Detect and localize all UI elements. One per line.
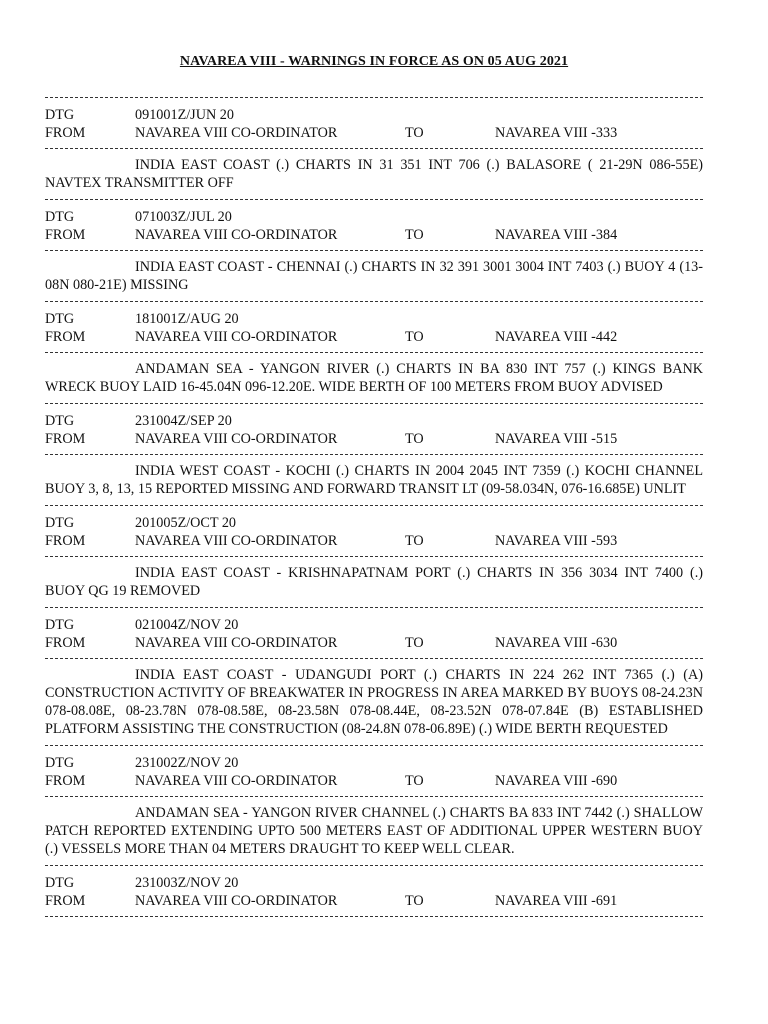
warning-text: INDIA EAST COAST - CHENNAI (.) CHARTS IN 32 391 3001 3004 INT 7403 (.) BUOY 4 (13-08N 080-21E) MISSING: [45, 259, 703, 293]
to-label: TO: [405, 893, 424, 909]
dtg-row: [45, 616, 703, 634]
dtg-value: 231002Z/NOV 20: [135, 755, 239, 771]
from-label: FROM: [45, 893, 86, 909]
warning-text: ANDAMAN SEA - YANGON RIVER (.) CHARTS IN BA 830 INT 757 (.) KINGS BANK WRECK BUOY LAID 16-45.04N 096-12.20E. WIDE BERTH OF 100 METERS FROM BUOY ADVISED: [45, 361, 703, 395]
dtg-row: [45, 874, 703, 892]
to-label: TO: [405, 635, 424, 651]
dtg-value: 021004Z/NOV 20: [135, 617, 239, 633]
dtg-label: DTG: [45, 413, 75, 429]
warning-header: [45, 98, 703, 148]
warning-header: [45, 200, 703, 250]
to-label: TO: [405, 431, 424, 447]
dashed-separator: [45, 916, 703, 917]
from-value: NAVAREA VIII CO-ORDINATOR: [135, 893, 338, 909]
from-value: NAVAREA VIII CO-ORDINATOR: [135, 227, 338, 243]
dtg-label: DTG: [45, 311, 75, 327]
from-label: FROM: [45, 533, 86, 549]
to-value: NAVAREA VIII -691: [495, 893, 618, 909]
from-label: FROM: [45, 431, 86, 447]
from-value: NAVAREA VIII CO-ORDINATOR: [135, 773, 338, 789]
warning-text: INDIA WEST COAST - KOCHI (.) CHARTS IN 2004 2045 INT 7359 (.) KOCHI CHANNEL BUOY 3, 8, 13, 15 REPORTED MISSING AND FORWARD TRANSIT LT (09-58.034N, 076-16.685E) UNLIT: [45, 463, 703, 497]
from-value: NAVAREA VIII CO-ORDINATOR: [135, 125, 338, 141]
dtg-value: 201005Z/OCT 20: [135, 515, 237, 531]
from-value: NAVAREA VIII CO-ORDINATOR: [135, 329, 338, 345]
from-label: FROM: [45, 227, 86, 243]
dtg-row: [45, 514, 703, 532]
to-value: NAVAREA VIII -593: [495, 533, 618, 549]
from-to-row: [45, 634, 703, 652]
warning-header: [45, 608, 703, 658]
to-value: NAVAREA VIII -630: [495, 635, 618, 651]
dtg-label: DTG: [45, 107, 75, 123]
warning-header: [45, 302, 703, 352]
warning-text: INDIA EAST COAST (.) CHARTS IN 31 351 INT 706 (.) BALASORE ( 21-29N 086-55E) NAVTEX TRANSMITTER OFF: [45, 157, 703, 191]
dtg-value: 231004Z/SEP 20: [135, 413, 232, 429]
from-to-row: [45, 532, 703, 550]
from-label: FROM: [45, 635, 86, 651]
to-value: NAVAREA VIII -515: [495, 431, 618, 447]
from-to-row: [45, 124, 703, 142]
from-value: NAVAREA VIII CO-ORDINATOR: [135, 635, 338, 651]
dtg-value: 181001Z/AUG 20: [135, 311, 239, 327]
dtg-value: 091001Z/JUN 20: [135, 107, 234, 123]
document-title: NAVAREA VIII - WARNINGS IN FORCE AS ON 05 AUG 2021: [179, 54, 569, 69]
from-value: NAVAREA VIII CO-ORDINATOR: [135, 431, 338, 447]
dtg-label: DTG: [45, 755, 75, 771]
dtg-row: [45, 310, 703, 328]
from-to-row: [45, 226, 703, 244]
warning-text: ANDAMAN SEA - YANGON RIVER CHANNEL (.) CHARTS BA 833 INT 7442 (.) SHALLOW PATCH REPORTED EXTENDING UPTO 500 METERS EAST OF ADDITIONAL UPPER WESTERN BUOY (.) VESSELS MORE THAN 04 METERS DRAUGHT TO KEEP WELL CLEAR.: [45, 805, 703, 857]
warning-header: [45, 866, 703, 916]
from-value: NAVAREA VIII CO-ORDINATOR: [135, 533, 338, 549]
warning-text: INDIA EAST COAST - UDANGUDI PORT (.) CHARTS IN 224 262 INT 7365 (.) (A) CONSTRUCTION ACTIVITY OF BREAKWATER IN PROGRESS IN AREA MARKED BY BUOYS 08-24.23N 078-08.08E, 08-23.78N 078-08.58E, 08-23.58N 078-08.44E, 08-23.52N 078-07.84E (B) ESTABLISHED PLATFORM ASSISTING THE CONSTRUCTION (08-24.8N 078-06.89E) (.) WIDE BERTH REQUESTED: [45, 667, 703, 737]
warning-header: [45, 404, 703, 454]
from-to-row: [45, 892, 703, 910]
warning-text: INDIA EAST COAST - KRISHNAPATNAM PORT (.) CHARTS IN 356 3034 INT 7400 (.) BUOY QG 19 REMOVED: [45, 565, 703, 599]
to-value: NAVAREA VIII -442: [495, 329, 618, 345]
from-to-row: [45, 772, 703, 790]
warning-header: [45, 506, 703, 556]
from-label: FROM: [45, 329, 86, 345]
to-label: TO: [405, 773, 424, 789]
to-value: NAVAREA VIII -333: [495, 125, 618, 141]
dtg-value: 231003Z/NOV 20: [135, 875, 239, 891]
from-to-row: [45, 430, 703, 448]
dtg-label: DTG: [45, 515, 75, 531]
to-value: NAVAREA VIII -384: [495, 227, 618, 243]
to-label: TO: [405, 125, 424, 141]
dtg-row: [45, 754, 703, 772]
warnings-list: [45, 97, 703, 917]
dtg-row: [45, 412, 703, 430]
dtg-value: 071003Z/JUL 20: [135, 209, 232, 225]
to-label: TO: [405, 227, 424, 243]
from-label: FROM: [45, 773, 86, 789]
dtg-row: [45, 208, 703, 226]
to-label: TO: [405, 329, 424, 345]
dtg-label: DTG: [45, 209, 75, 225]
from-label: FROM: [45, 125, 86, 141]
from-to-row: [45, 328, 703, 346]
warning-header: [45, 746, 703, 796]
dtg-label: DTG: [45, 875, 75, 891]
to-label: TO: [405, 533, 424, 549]
dtg-row: [45, 106, 703, 124]
to-value: NAVAREA VIII -690: [495, 773, 618, 789]
dtg-label: DTG: [45, 617, 75, 633]
